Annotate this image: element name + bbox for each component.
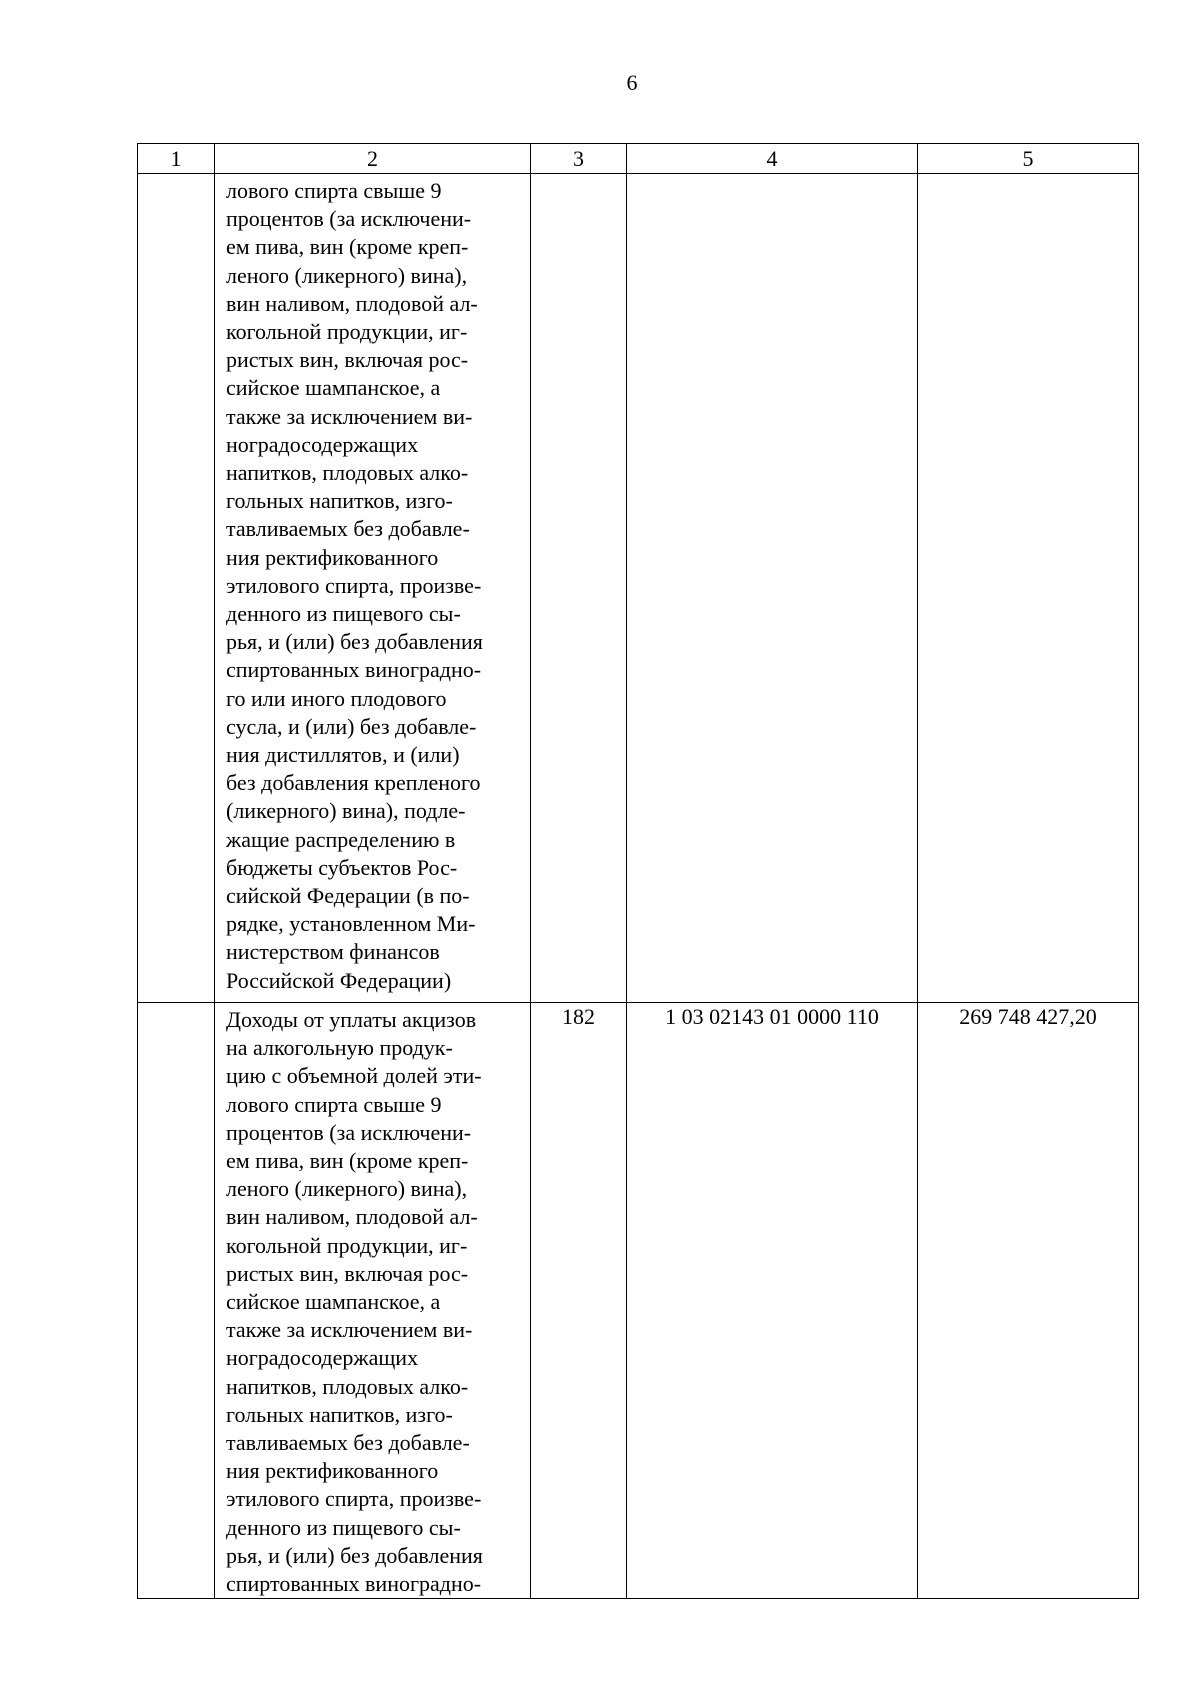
description-line: напитков, плодовых алко-: [226, 460, 469, 486]
description-line: напитков, плодовых алко-: [226, 1373, 469, 1399]
description-line: ем пива, вин (кроме креп-: [226, 1148, 469, 1174]
description-line: рья, и (или) без добавления: [226, 1542, 483, 1568]
description-line: Доходы от уплаты акцизов: [226, 1007, 477, 1032]
description-line: ем пива, вин (кроме креп-: [226, 234, 469, 260]
description-line: когольной продукции, иг-: [226, 1232, 468, 1258]
description-line: спиртованных виноградно-: [226, 1571, 482, 1597]
description-line: лового спирта свыше 9: [226, 178, 442, 203]
description-line: ристых вин, включая рос-: [226, 347, 469, 373]
row-1-amount: [918, 174, 1139, 1003]
description-line: также за исключением ви-: [226, 1317, 473, 1343]
row-2-admin-code: 182: [531, 1003, 627, 1599]
description-line: нистерством финансов: [226, 939, 440, 965]
description-line: Российской Федерации): [226, 967, 452, 993]
description-line: спиртованных виноградно-: [226, 657, 482, 683]
row-2-description-text: [215, 1003, 530, 1598]
row-1-budget-code: [627, 174, 918, 1003]
row-1-admin-code: [531, 174, 627, 1003]
budget-revenue-table: [137, 143, 1139, 1599]
description-line: рья, и (или) без добавления: [226, 629, 483, 655]
row-2-amount: 269 748 427,20: [918, 1003, 1139, 1599]
row-1-description-text: [215, 174, 530, 995]
description-line: цию с объемной долей эти-: [226, 1063, 482, 1089]
description-line: жащие распределению в: [226, 826, 456, 852]
page-number: 6: [626, 70, 638, 95]
description-line: тавливаемых без добавле-: [226, 516, 470, 542]
table-row: [138, 1003, 1139, 1599]
description-line: леного (ликерного) вина),: [226, 262, 468, 288]
table-row: [138, 174, 1139, 1003]
description-line: без добавления крепленого: [226, 770, 481, 796]
description-line: ноградосодержащих: [226, 1345, 419, 1371]
description-line: леного (ликерного) вина),: [226, 1176, 468, 1202]
description-line: процентов (за исключени-: [226, 206, 472, 232]
description-line: ристых вин, включая рос-: [226, 1260, 469, 1286]
row-2-description: [215, 1003, 531, 1599]
header-col-5: 5: [918, 144, 1139, 174]
description-line: когольной продукции, иг-: [226, 319, 468, 345]
description-line: этилового спирта, произве-: [226, 572, 482, 598]
description-line: тавливаемых без добавле-: [226, 1430, 470, 1456]
description-line: сийское шампанское, а: [226, 375, 441, 401]
description-line: ноградосодержащих: [226, 431, 419, 457]
description-line: денного из пищевого сы-: [226, 601, 461, 627]
description-line: денного из пищевого сы-: [226, 1514, 461, 1540]
description-line: процентов (за исключени-: [226, 1119, 472, 1145]
description-line: рядке, установленном Ми-: [226, 911, 476, 937]
row-1-col-1: [138, 174, 215, 1003]
header-col-2: 2: [215, 144, 531, 174]
row-2-budget-code: 1 03 02143 01 0000 110: [627, 1003, 918, 1599]
description-line: (ликерного) вина), подле-: [226, 798, 466, 824]
description-line: сийской Федерации (в по-: [226, 883, 470, 909]
description-line: ния дистиллятов, и (или): [226, 742, 460, 768]
description-line: гольных напитков, изго-: [226, 1401, 453, 1427]
description-line: го или иного плодового: [226, 685, 447, 711]
row-2-col-1: [138, 1003, 215, 1599]
description-line: вин наливом, плодовой ал-: [226, 290, 478, 316]
header-col-3: 3: [531, 144, 627, 174]
description-line: ния ректификованного: [226, 544, 439, 570]
description-line: сийское шампанское, а: [226, 1289, 441, 1315]
description-line: бюджеты субъектов Рос-: [226, 854, 458, 880]
table-header-row: [138, 144, 1139, 174]
description-line: ния ректификованного: [226, 1458, 439, 1484]
description-line: сусла, и (или) без добавле-: [226, 713, 477, 739]
description-line: лового спирта свыше 9: [226, 1091, 442, 1117]
row-1-description: [215, 174, 531, 1003]
description-line: этилового спирта, произве-: [226, 1486, 482, 1512]
description-line: также за исключением ви-: [226, 403, 473, 429]
description-line: на алкогольную продук-: [226, 1035, 453, 1061]
description-line: гольных напитков, изго-: [226, 488, 453, 514]
header-col-4: 4: [627, 144, 918, 174]
header-col-1: 1: [138, 144, 215, 174]
description-line: вин наливом, плодовой ал-: [226, 1204, 478, 1230]
